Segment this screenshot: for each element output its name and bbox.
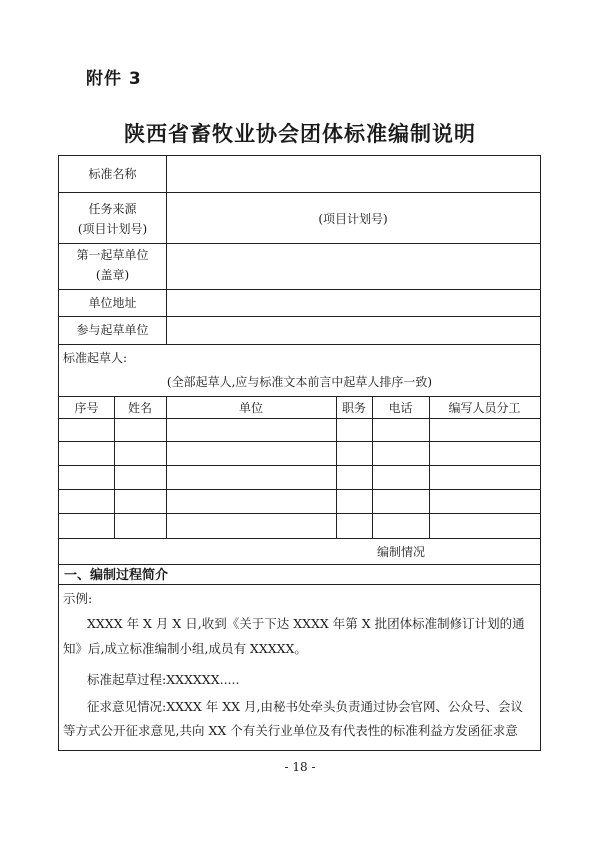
row-divider — [59, 289, 540, 290]
page-number: - 18 - — [284, 760, 316, 774]
row-divider — [59, 489, 540, 490]
column-divider — [372, 396, 373, 538]
row-divider — [59, 316, 540, 317]
row-divider — [59, 441, 540, 442]
task-source-sublabel: (项目计划号) — [77, 222, 148, 236]
row-divider — [59, 584, 540, 585]
project-plan-placeholder: (项目计划号) — [318, 212, 388, 226]
compilation-heading: 编制情况 — [377, 545, 426, 559]
column-header-phone: 电话 — [388, 401, 413, 415]
paragraph-1-line-2: 知》后,成立标准编制小组,成员有 XXXXX。 — [63, 641, 307, 656]
participating-units-label: 参与起草单位 — [76, 323, 149, 337]
first-drafting-unit-label: 第一起草单位 — [76, 248, 149, 262]
row-divider — [59, 538, 540, 539]
unit-address-label: 单位地址 — [88, 296, 137, 310]
paragraph-3-line-2: 等方式公开征求意见,共向 XX 个有关行业单位及有代表性的标准利益方发函征求意 — [63, 723, 518, 738]
row-divider — [59, 418, 540, 419]
row-divider — [59, 192, 540, 193]
row-divider — [59, 564, 540, 565]
column-header-index: 序号 — [74, 401, 99, 415]
section-process-heading: 一、编制过程简介 — [64, 568, 169, 583]
row-divider — [59, 396, 540, 397]
paragraph-3-line-1: 征求意见情况:XXXX 年 XX 月,由秘书处牵头负责通过协会官网、公众号、会议 — [87, 699, 523, 714]
drafters-label: 标准起草人: — [63, 351, 128, 365]
paragraph-1-line-1: XXXX 年 X 月 X 日,收到《关于下达 XXXX 年第 X 批团体标准制修订计划的通 — [87, 616, 525, 631]
paragraph-2: 标准起草过程:XXXXXX..... — [87, 672, 240, 687]
column-divider — [114, 396, 115, 538]
annex-label: 附件 3 — [86, 69, 142, 89]
row-divider — [59, 344, 540, 345]
row-divider — [59, 465, 540, 466]
description-form — [58, 155, 541, 751]
column-header-unit: 单位 — [238, 401, 263, 415]
column-header-role: 编写人员分工 — [448, 401, 521, 415]
column-divider — [336, 396, 337, 538]
document-title: 陕西省畜牧业协会团体标准编制说明 — [124, 122, 476, 146]
row-divider — [59, 513, 540, 514]
task-source-label: 任务来源 — [88, 202, 137, 216]
column-divider — [429, 396, 430, 538]
drafters-note: (全部起草人,应与标准文本前言中起草人排序一致) — [166, 375, 433, 389]
column-header-name: 姓名 — [127, 401, 152, 415]
example-label: 示例: — [63, 591, 93, 606]
standard-name-label: 标准名称 — [88, 167, 137, 181]
column-header-position: 职务 — [341, 401, 366, 415]
stamp-label: (盖章) — [95, 268, 130, 282]
row-divider — [59, 243, 540, 244]
column-divider — [166, 396, 167, 538]
column-divider — [166, 156, 167, 344]
